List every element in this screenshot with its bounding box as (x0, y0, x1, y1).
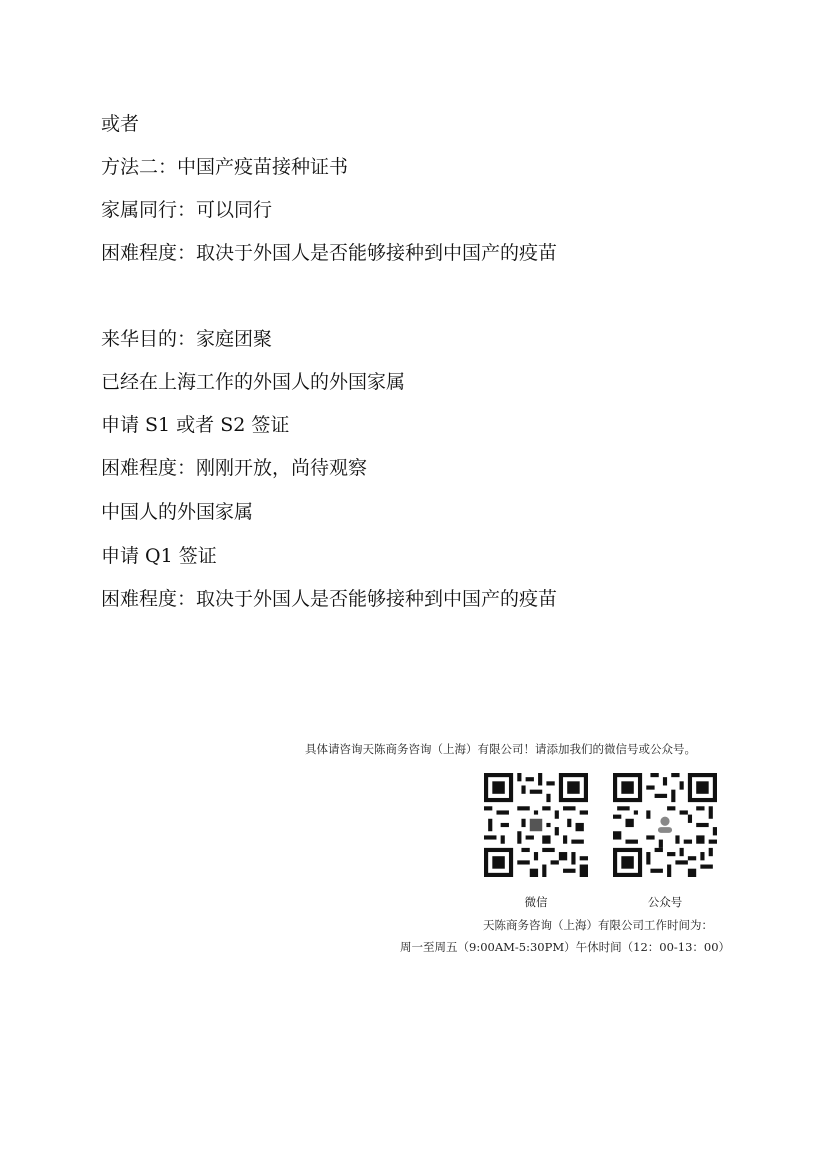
text-line-method-two: 方法二：中国产疫苗接种证书 (101, 156, 349, 178)
contact-note: 具体请咨询天陈商务咨询（上海）有限公司！请添加我们的微信号或公众号。 (305, 742, 696, 756)
text-line-q1-visa: 申请 Q1 签证 (101, 545, 217, 567)
text-line-purpose: 来华目的：家庭团聚 (101, 328, 273, 350)
work-hours-title: 天陈商务咨询（上海）有限公司工作时间为： (483, 918, 713, 932)
text-line-family-shanghai: 已经在上海工作的外国人的外国家属 (101, 371, 406, 393)
work-hours-detail: 周一至周五（9:00AM-5:30PM）午休时间（12：00-13：00） (400, 940, 731, 954)
text-line-chinese-family: 中国人的外国家属 (101, 501, 254, 523)
text-line-or: 或者 (101, 113, 140, 135)
text-line-difficulty-1: 困难程度：取决于外国人是否能够接种到中国产的疫苗 (101, 242, 558, 264)
wechat-qr-label: 微信 (524, 895, 548, 909)
wechat-qr-code-icon (484, 773, 588, 877)
official-account-qr-code-icon (613, 773, 717, 877)
text-line-difficulty-3: 困难程度：取决于外国人是否能够接种到中国产的疫苗 (101, 588, 558, 610)
text-line-s-visa: 申请 S1 或者 S2 签证 (101, 414, 290, 436)
text-line-family-travel: 家属同行：可以同行 (101, 199, 273, 221)
official-account-qr-label: 公众号 (647, 895, 683, 909)
text-line-difficulty-2: 困难程度：刚刚开放，尚待观察 (101, 457, 368, 479)
